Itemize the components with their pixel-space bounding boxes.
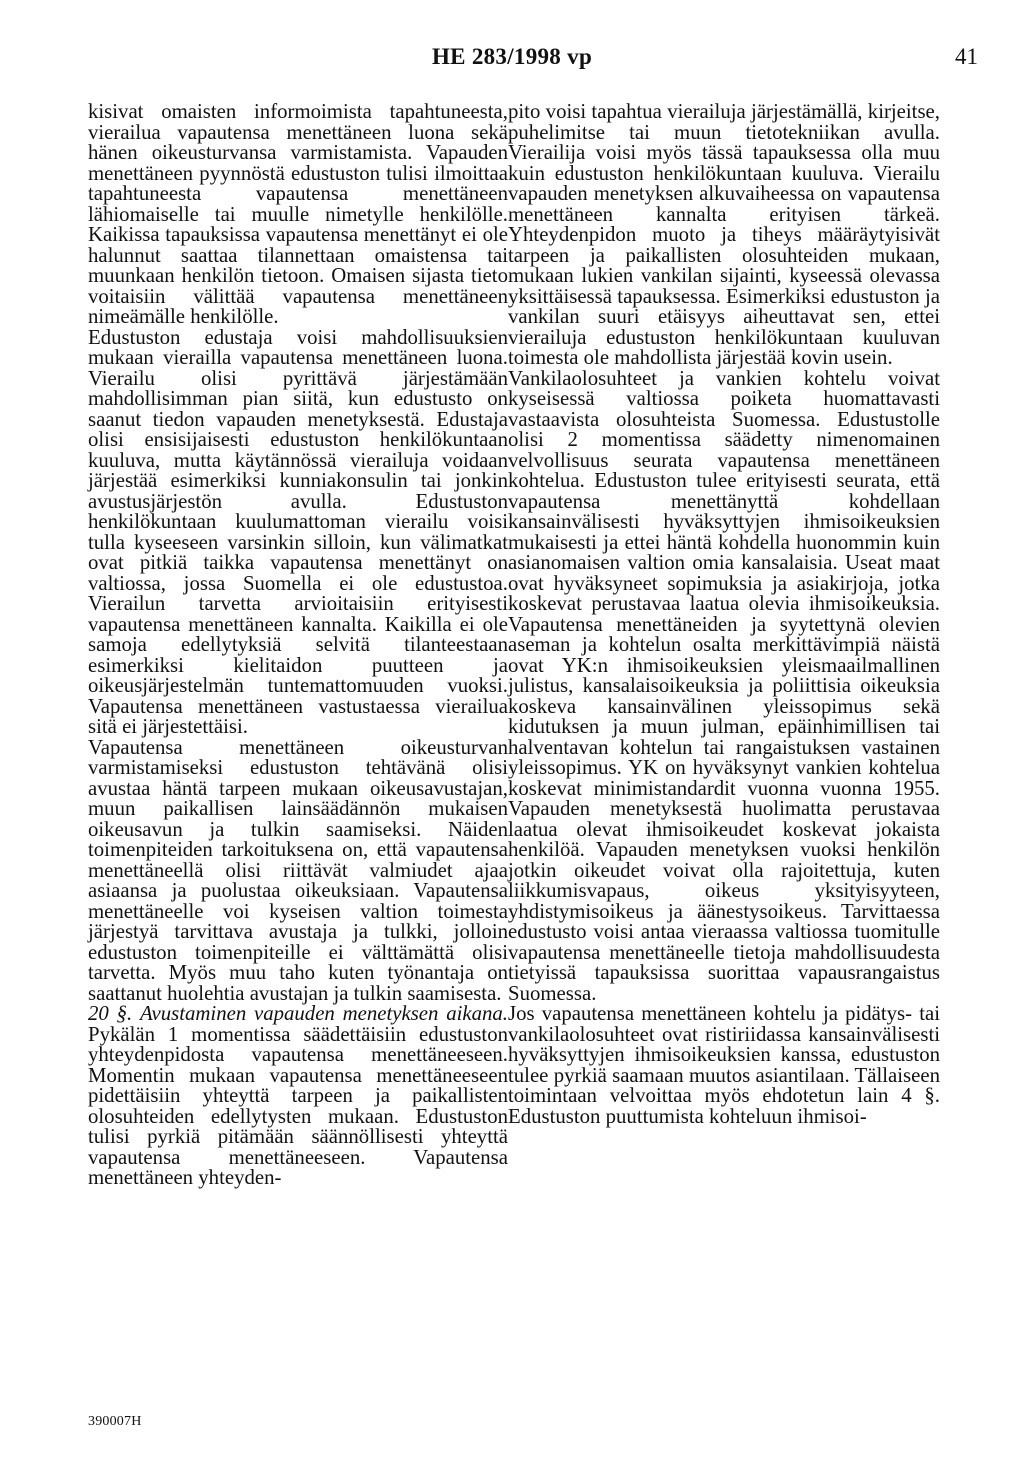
section-text: Pykälän 1 momentissa säädettäisiin edustuston yhteydenpidosta vapautensa menettäneeseen. Momentin mukaan vapautensa menettäneeseen pidettäisiin yhteyttä tarpeen ja paikallisten olosuhteiden edellytysten mukaan. Edustuston tulisi pyrkiä pitämään säännöllisesti yhteyttä vapautensa menettäneeseen. Vapautensa menettäneen yhteyden- bbox=[88, 1022, 508, 1189]
left-paragraph-3: Vapautensa menettäneen oikeusturvan varmistamiseksi edustuston tehtävänä olisi avustaa häntä tarpeen mukaan oikeusavustajan, muun paikallisen lainsäädännön mukaisen oikeusavun ja tulkin saamiseksi. Näiden toimenpiteiden tarkoituksena on, että vapautensa menettäneellä olisi riittävät valmiudet ajaa asiaansa ja puolustaa oikeuksiaan. Vapautensa menettäneelle voi kyseisen valtion toimesta järjestyä tarvittava avustaja ja tulkki, jolloin edustuston toimenpiteille ei välttämättä olisi tarvetta. Myös muu taho kuten työnantaja on saattanut huolehtia avustajan ja tulkin saamisesta. bbox=[88, 735, 508, 1005]
right-paragraph-3: Jos vapautensa menettäneen kohtelu ja pidätys- tai vankilaolosuhteet ovat ristiriidassa kansainvälisesti hyväksyttyjen ihmisoikeuksien kanssa, edustuston tulee pyrkiä saamaan muutos asiantilaan. Tällaiseen toimintaan velvoittaa myös ehdotetun lain 4 §. Edustuston puuttumista kohteluun ihmisoi- bbox=[508, 1002, 940, 1128]
document-title: HE 283/1998 vp bbox=[431, 44, 593, 69]
section-title: Avustaminen vapauden menetyksen aikana. bbox=[139, 1002, 509, 1025]
left-column bbox=[88, 102, 508, 1189]
left-paragraph-2: Edustuston edustaja voisi mahdollisuuksien mukaan vierailla vapautensa menettäneen luona. Vierailu olisi pyrittävä järjestämään mahdollisimman pian siitä, kun edustusto on saanut tiedon vapauden menetyksestä. Edustaja olisi ensisijaisesti edustuston henkilökuntaan kuuluva, mutta käytännössä vierailuja voidaan järjestää esimerkiksi kunniakonsulin tai jonkin avustusjärjestön avulla. Edustuston henkilökuntaan kuulumattoman vierailu voisi tulla kyseeseen varsinkin silloin, kun välimatkat ovat pitkiä taikka vapautensa menettänyt on valtiossa, jossa Suomella ei ole edustustoa. Vierailun tarvetta arvioitaisiin erityisesti vapautensa menettäneen kannalta. Kaikilla ei ole samoja edellytyksiä selvitä tilanteestaan esimerkiksi kielitaidon puutteen ja oikeusjärjestelmän tuntemattomuuden vuoksi. Vapautensa menettäneen vastustaessa vierailua sitä ei järjestettäisi. bbox=[88, 325, 508, 738]
page-number: 41 bbox=[955, 44, 978, 69]
section-20 bbox=[88, 1004, 508, 1189]
left-paragraph-1: kisivat omaisten informoimista tapahtuneesta, vierailua vapautensa menettäneen luona sekä hänen oikeusturvansa varmistamista. Vapauden menettäneen pyynnöstä edustuston tulisi ilmoittaa tapahtuneesta vapautensa menettäneen lähiomaiselle tai muulle nimetylle henkilölle. Kaikissa tapauksissa vapautensa menettänyt ei ole halunnut saattaa tilannettaan omaistensa tai muunkaan henkilön tietoon. Omaisen sijasta tieto voitaisiin välittää vapautensa menettäneen nimeämälle henkilölle. bbox=[88, 100, 508, 328]
right-paragraph-2: Vankilaolosuhteet ja vankien kohtelu voivat kyseisessä valtiossa poiketa huomattavasti vastaavista olosuhteista Suomessa. Edustustolle olisi 2 momentissa säädetty nimenomainen velvollisuus seurata vapautensa menettäneen kohtelua. Edustuston tulee erityisesti seurata, että vapautensa menettänyttä kohdellaan kansainvälisesti hyväksyttyjen ihmisoikeuksien mukaisesti ja ettei häntä kohdella huonommin kuin asianomaisen valtion omia kansalaisia. Useat maat ovat hyväksyneet sopimuksia ja asiakirjoja, jotka koskevat perustavaa laatua olevia ihmisoikeuksia. Vapautensa menettäneiden ja syytettynä olevien aseman ja kohtelun osalta merkittävimpiä näistä ovat YK:n ihmisoikeuksien yleismaailmallinen julistus, kansalaisoikeuksia ja poliittisia oikeuksia koskeva kansainvälinen yleissopimus sekä kidutuksen ja muun julman, epäinhimillisen tai halventavan kohtelun tai rangaistuksen vastainen yleissopimus. YK on hyväksynyt vankien kohtelua koskevat minimistandardit vuonna vuonna 1955. Vapauden menetyksestä huolimatta perustavaa laatua olevat ihmisoikeudet koskevat jokaista henkilöä. Vapauden menetyksen vuoksi henkilön jotkin oikeudet voivat olla rajoitettuja, kuten liikkumisvapaus, oikeus yksityisyyteen, yhdistymisoikeus ja äänestysoikeus. Tarvittaessa edustusto voisi antaa vieraassa valtiossa tuomitulle vapautensa menettäneelle tietoja mahdollisuudesta tietyissä tapauksissa suorittaa vapausrangaistus Suomessa. bbox=[508, 366, 940, 1005]
right-column bbox=[508, 102, 940, 1127]
print-code: 390007H bbox=[88, 1414, 142, 1429]
right-paragraph-1: pito voisi tapahtua vierailuja järjestämällä, kirjeitse, puhelimitse tai muun tietotekniikan avulla. Vierailija voisi myös tässä tapauksessa olla muu kuin edustuston henkilökuntaan kuuluva. Vierailu vapauden menetyksen alkuvaiheessa on vapautensa menettäneen kannalta erityisen tärkeä. Yhteydenpidon muoto ja tiheys määräytyisivät tarpeen ja paikallisten olosuhteiden mukaan, mukaan lukien vankilan sijainti, kyseessä olevassa yksittäisessä tapauksessa. Esimerkiksi edustuston ja vankilan suuri etäisyys aiheuttavat sen, ettei vierailuja edustuston henkilökuntaan kuuluvan toimesta ole mahdollista järjestää kovin usein. bbox=[508, 100, 940, 369]
section-number: 20 §. bbox=[88, 1002, 133, 1025]
